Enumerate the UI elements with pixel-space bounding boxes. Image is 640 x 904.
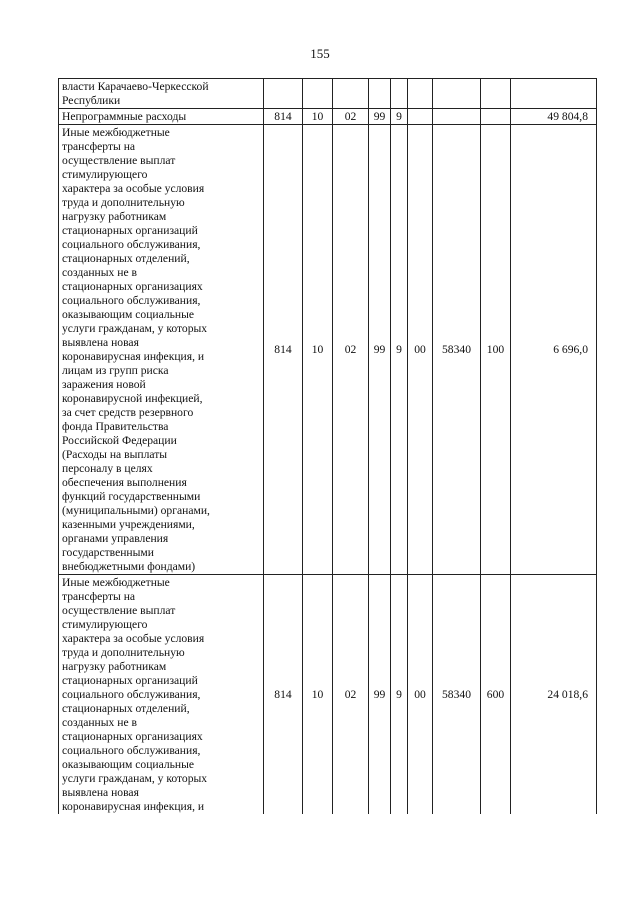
- main-event-code-cell: 00: [408, 125, 433, 575]
- main-event-code-cell: [408, 79, 433, 109]
- expense-name-line: созданных не в: [62, 266, 137, 279]
- expense-name-line: коронавирусная инфекция, и: [62, 350, 205, 363]
- expense-name-line: характера за особые условия: [62, 182, 205, 195]
- subprogram-code-cell: [391, 79, 408, 109]
- main-event-code-cell: 00: [408, 575, 433, 815]
- program-code-cell: 99: [369, 575, 391, 815]
- table-row: [59, 575, 597, 815]
- expense-name-line: социального обслуживания,: [62, 688, 201, 701]
- expense-name-line: лицам из групп риска: [62, 364, 169, 377]
- expense-name-line: казенными учреждениями,: [62, 518, 195, 531]
- expense-name-line: стационарных организаций: [62, 674, 198, 687]
- expense-name-line: осуществление выплат: [62, 604, 176, 617]
- section-code-cell: 10: [303, 575, 333, 815]
- expense-name-line: услуги гражданам, у которых: [62, 772, 208, 785]
- page-number: 155: [310, 46, 330, 61]
- expense-name-line: характера за особые условия: [62, 632, 205, 645]
- expense-name-line: стимулирующего: [62, 168, 148, 181]
- subsection-code-cell: [333, 79, 369, 109]
- amount-cell: 49 804,8: [511, 109, 597, 125]
- expense-name-line: стационарных отделений,: [62, 252, 190, 265]
- section-code-cell: [303, 79, 333, 109]
- subsection-code-cell: 02: [333, 575, 369, 815]
- expense-name-line: (Расходы на выплаты: [62, 448, 168, 461]
- expense-name-line: социального обслуживания,: [62, 294, 201, 307]
- expense-name-line: выявлена новая: [62, 336, 139, 349]
- expense-name-cell: [59, 125, 264, 575]
- expense-name-cell: [59, 109, 264, 125]
- expense-name-line: фонда Правительства: [62, 420, 169, 433]
- expense-name-line: заражения новой: [62, 378, 146, 391]
- ministry-code-cell: [264, 79, 303, 109]
- program-code-cell: [369, 79, 391, 109]
- expense-name-line: оказывающим социальные: [62, 758, 195, 771]
- expense-name-line: персоналу в целях: [62, 462, 153, 475]
- subprogram-code-cell: 9: [391, 109, 408, 125]
- expense-name-line: трансферты на: [62, 140, 136, 153]
- expense-name-line: обеспечения выполнения: [62, 476, 187, 489]
- expense-name-line: Российской Федерации: [62, 434, 177, 447]
- section-code-cell: 10: [303, 109, 333, 125]
- expense-name-line: стационарных отделений,: [62, 702, 190, 715]
- expense-name-line: (муниципальными) органами,: [62, 504, 210, 517]
- table-row: [59, 79, 597, 109]
- amount-cell: 6 696,0: [511, 125, 597, 575]
- direction-code-cell: [433, 109, 481, 125]
- expense-name-line: Непрограммные расходы: [62, 110, 187, 123]
- expense-name-line: выявлена новая: [62, 786, 139, 799]
- table-row: [59, 125, 597, 575]
- subsection-code-cell: 02: [333, 109, 369, 125]
- expense-name-line: трансферты на: [62, 590, 136, 603]
- expense-name-line: социального обслуживания,: [62, 744, 201, 757]
- expense-name-line: функций государственными: [62, 490, 201, 503]
- expense-name-line: коронавирусной инфекцией,: [62, 392, 203, 405]
- expense-name-line: труда и дополнительную: [62, 196, 185, 209]
- program-code-cell: 99: [369, 125, 391, 575]
- expense-type-code-cell: 100: [481, 125, 511, 575]
- expense-name-line: внебюджетными фондами): [62, 560, 196, 573]
- expense-name-line: государственными: [62, 546, 154, 559]
- expense-name-line: стационарных организаций: [62, 224, 198, 237]
- expense-name-line: стационарных организациях: [62, 730, 203, 743]
- program-code-cell: 99: [369, 109, 391, 125]
- expense-name-line: власти Карачаево-Черкесской: [62, 80, 209, 93]
- expense-name-line: нагрузку работникам: [62, 210, 167, 223]
- section-code-cell: 10: [303, 125, 333, 575]
- expense-type-code-cell: [481, 109, 511, 125]
- subsection-code-cell: 02: [333, 125, 369, 575]
- expense-name-line: Иные межбюджетные: [62, 576, 170, 589]
- expense-name-line: социального обслуживания,: [62, 238, 201, 251]
- expense-name-line: Иные межбюджетные: [62, 126, 170, 139]
- expense-name-line: труда и дополнительную: [62, 646, 185, 659]
- expense-type-code-cell: [481, 79, 511, 109]
- expense-name-line: оказывающим социальные: [62, 308, 195, 321]
- table-row: [59, 109, 597, 125]
- direction-code-cell: 58340: [433, 575, 481, 815]
- expense-type-code-cell: 600: [481, 575, 511, 815]
- expense-name-line: Республики: [62, 94, 121, 107]
- amount-cell: [511, 79, 597, 109]
- budget-table: [58, 78, 597, 814]
- expense-name-line: стимулирующего: [62, 618, 148, 631]
- subprogram-code-cell: 9: [391, 575, 408, 815]
- main-event-code-cell: [408, 109, 433, 125]
- expense-name-line: нагрузку работникам: [62, 660, 167, 673]
- expense-name-line: услуги гражданам, у которых: [62, 322, 208, 335]
- subprogram-code-cell: 9: [391, 125, 408, 575]
- direction-code-cell: 58340: [433, 125, 481, 575]
- expense-name-line: органами управления: [62, 532, 169, 545]
- expense-name-cell: [59, 575, 264, 815]
- expense-name-line: за счет средств резервного: [62, 406, 194, 419]
- expense-name-line: созданных не в: [62, 716, 137, 729]
- expense-name-cell: [59, 79, 264, 109]
- expense-name-line: коронавирусная инфекция, и: [62, 800, 205, 813]
- expense-name-line: осуществление выплат: [62, 154, 176, 167]
- direction-code-cell: [433, 79, 481, 109]
- ministry-code-cell: 814: [264, 125, 303, 575]
- amount-cell: 24 018,6: [511, 575, 597, 815]
- expense-name-line: стационарных организациях: [62, 280, 203, 293]
- ministry-code-cell: 814: [264, 109, 303, 125]
- ministry-code-cell: 814: [264, 575, 303, 815]
